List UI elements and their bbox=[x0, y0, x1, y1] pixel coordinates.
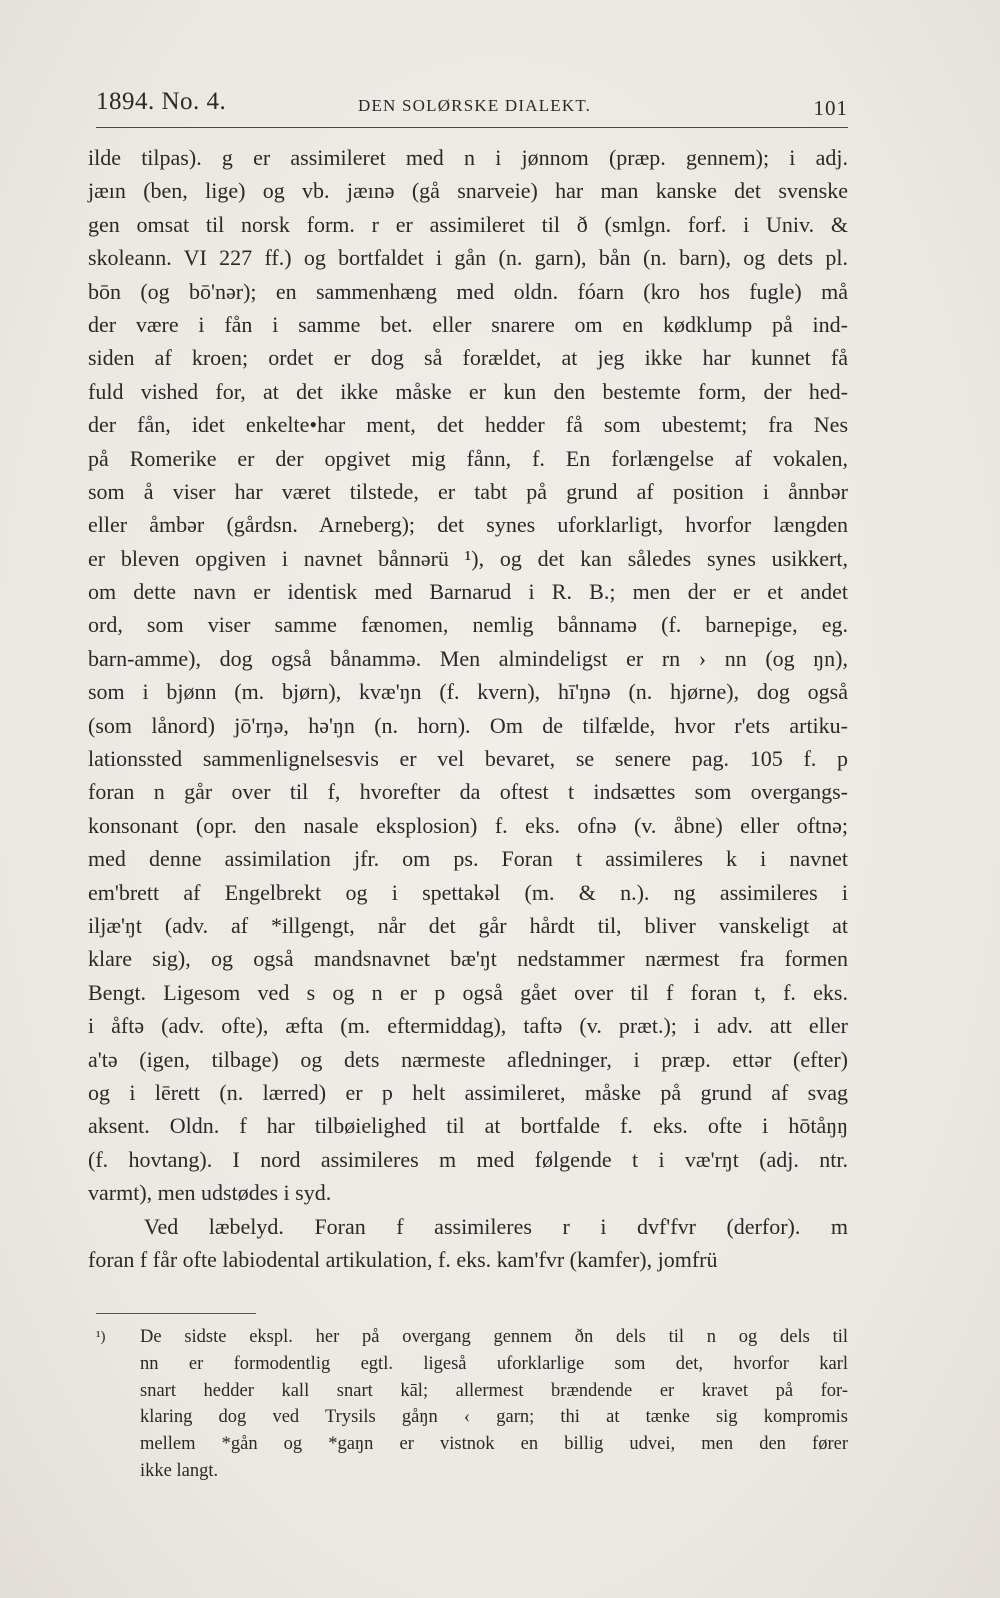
body-line: klare sig), og også mandsnavnet bæ'ŋt nedstammer nærmest fra formen bbox=[88, 946, 848, 972]
footnote-marker: ¹) bbox=[96, 1329, 106, 1345]
header-issue: 1894. No. 4. bbox=[96, 88, 227, 115]
body-line: aksent. Oldn. f har tilbøielighed til at bortfalde f. eks. ofte i hōtåŋŋ bbox=[88, 1113, 848, 1139]
footnote-line: snart hedder kall snart kāl; allermest brændende er kravet på for- bbox=[140, 1380, 848, 1401]
footnote-line: De sidste ekspl. her på overgang gennem ðn dels til n og dels til bbox=[140, 1327, 848, 1347]
header-rule bbox=[96, 127, 848, 128]
body-line: og i lērett (n. lærred) er p helt assimileret, måske på grund af svag bbox=[88, 1079, 848, 1105]
body-line: (som lånord) jō'rŋə, hə'ŋn (n. horn). Om de tilfælde, hvor r'ets artiku- bbox=[88, 712, 848, 738]
body-line: som å viser har været tilstede, er tabt på grund af position i ånnbər bbox=[88, 478, 848, 504]
footnote-line: ikke langt. bbox=[140, 1460, 219, 1481]
body-line: Ved læbelyd. Foran f assimileres r i dvf'fvr (derfor). m bbox=[144, 1213, 848, 1239]
body-line: i åftə (adv. ofte), æfta (m. eftermiddag), taftə (v. præt.); i adv. att eller bbox=[88, 1013, 848, 1039]
body-line: der fån, idet enkelte•har ment, det hedder få som ubestemt; fra Nes bbox=[88, 412, 848, 438]
body-line: bōn (og bō'nər); en sammenhæng med oldn. fóarn (kro hos fugle) må bbox=[88, 278, 848, 304]
body-line: som i bjønn (m. bjørn), kvæ'ŋn (f. kvern), hī'ŋnə (n. hjørne), dog også bbox=[88, 679, 848, 705]
body-line: siden af kroen; ordet er dog så forældet, at jeg ikke har kunnet få bbox=[88, 345, 848, 371]
body-line: lationssted sammenlignelsesvis er vel bevaret, se senere pag. 105 f. p bbox=[88, 746, 848, 772]
body-text bbox=[88, 141, 848, 1276]
body-line: (f. hovtang). I nord assimileres m med følgende t i væ'rŋt (adj. ntr. bbox=[88, 1146, 848, 1172]
body-line: ord, som viser samme fænomen, nemlig bånnamə (f. barnepige, eg. bbox=[88, 612, 848, 638]
body-line: om dette navn er identisk med Barnarud i R. B.; men der er et andet bbox=[88, 579, 848, 605]
body-line: eller åmbər (gårdsn. Arneberg); det synes uforklarligt, hvorfor længden bbox=[88, 512, 848, 538]
page-number: 101 bbox=[813, 96, 848, 120]
header-title: DEN SOLØRSKE DIALEKT. bbox=[358, 96, 592, 115]
body-line: jæın (ben, lige) og vb. jæınə (gå snarveie) har man kanske det svenske bbox=[88, 178, 848, 204]
body-line: foran f får ofte labiodental artikulation, f. eks. kam'fvr (kamfer), jomfrü bbox=[88, 1246, 718, 1272]
footnote-line: nn er formodentlig egtl. ligeså uforklarlige som det, hvorfor karl bbox=[140, 1353, 848, 1374]
footnote-rule bbox=[96, 1313, 256, 1314]
footnote-line: klaring dog ved Trysils gåŋn ‹ garn; thi at tænke sig kompromis bbox=[140, 1407, 848, 1428]
running-header bbox=[96, 82, 848, 120]
body-line: ilde tilpas). g er assimileret med n i jønnom (præp. gennem); i adj. bbox=[88, 145, 848, 170]
body-line: skoleann. VI 227 ff.) og bortfaldet i gån (n. garn), bån (n. barn), og dets pl. bbox=[88, 245, 848, 271]
body-line: fuld vished for, at det ikke måske er kun den bestemte form, der hed- bbox=[88, 378, 848, 404]
body-line: med denne assimilation jfr. om ps. Foran t assimileres k i navnet bbox=[88, 846, 848, 872]
body-line: iljæ'ŋt (adv. af *illgengt, når det går hårdt til, bliver vanskeligt at bbox=[88, 912, 848, 938]
body-line: er bleven opgiven i navnet bånnərü ¹), og det kan således synes usikkert, bbox=[88, 545, 848, 571]
body-line: em'brett af Engelbrekt og i spettakəl (m. & n.). ng assimileres i bbox=[88, 879, 848, 905]
body-line: gen omsat til norsk form. r er assimileret til ð (smlgn. forf. i Univ. & bbox=[88, 211, 848, 237]
body-line: Bengt. Ligesom ved s og n er p også gået over til f foran t, f. eks. bbox=[88, 979, 848, 1005]
body-line: a'tə (igen, tilbage) og dets nærmeste afledninger, i præp. ettər (efter) bbox=[88, 1046, 848, 1072]
body-line: barn-amme), dog også bånammə. Men almindeligst er rn › nn (og ŋn), bbox=[88, 645, 848, 671]
body-line: der være i fån i samme bet. eller snarere om en kødklump på ind- bbox=[88, 311, 848, 337]
body-line: konsonant (opr. den nasale eksplosion) f. eks. ofnə (v. åbne) eller oftnə; bbox=[88, 812, 848, 838]
body-line: foran n går over til f, hvorefter da oftest t indsættes som overgangs- bbox=[88, 779, 848, 805]
footnote bbox=[96, 1324, 848, 1485]
body-line: på Romerike er der opgivet mig fånn, f. En forlængelse af vokalen, bbox=[88, 445, 848, 471]
footnote-line: mellem *gån og *gaŋn er vistnok en billig udvei, men den fører bbox=[140, 1434, 848, 1455]
body-line: varmt), men udstødes i syd. bbox=[88, 1180, 332, 1206]
